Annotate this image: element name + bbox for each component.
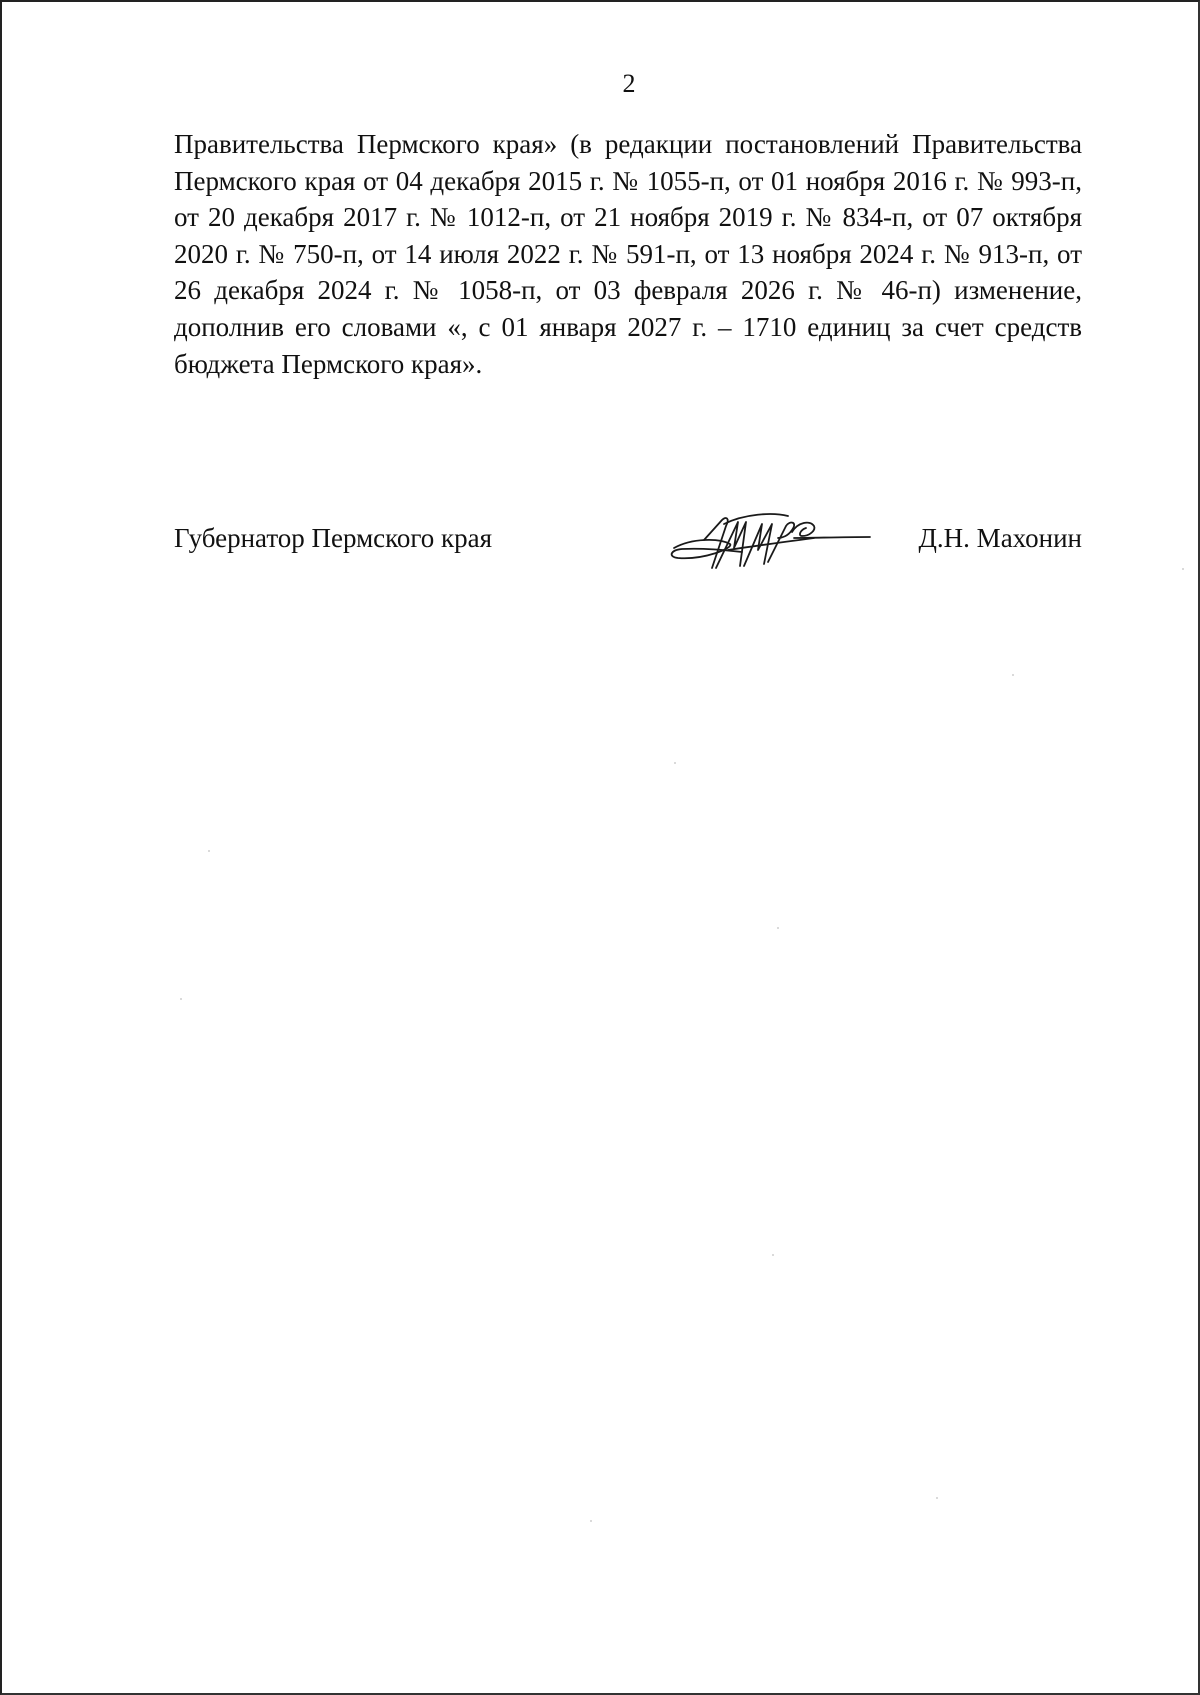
body-paragraph: Правительства Пермского края» (в редакции постановлений Правительства Пермского края от 04 декабря 2015 г. № 1055-п, от 01 ноября 2016 г. № 993-п, от 20 декабря 2017 г. № 1012-п, от 21 ноября 2019 г. № 834-п, от 07 октября 2020 г. № 750-п, от 14 июля 2022 г. № 591-п, от 13 ноября 2024 г. № 913-п, от 26 декабря 2024 г. № 1058-п, от 03 февраля 2026 г. № 46-п) изменение, дополнив его словами «, с 01 января 2027 г. – 1710 единиц за счет средств бюджета Пермского края».: [174, 129, 1082, 379]
scan-speck: [590, 1520, 592, 1522]
scan-speck: [208, 850, 210, 852]
scan-speck: [936, 1497, 938, 1499]
scan-speck: [777, 927, 779, 929]
scan-speck: [674, 762, 676, 764]
scan-speck: [180, 998, 182, 1000]
signature-block: [174, 514, 1082, 574]
scan-speck: [1012, 674, 1014, 676]
signatory-title: Губернатор Пермского края: [174, 523, 493, 553]
signatory-name: Д.Н. Махонин: [918, 523, 1082, 553]
scan-speck: [772, 1254, 774, 1256]
scan-speck: [1182, 568, 1184, 570]
handwritten-signature-icon: [664, 508, 874, 580]
page-number: 2: [622, 69, 636, 98]
